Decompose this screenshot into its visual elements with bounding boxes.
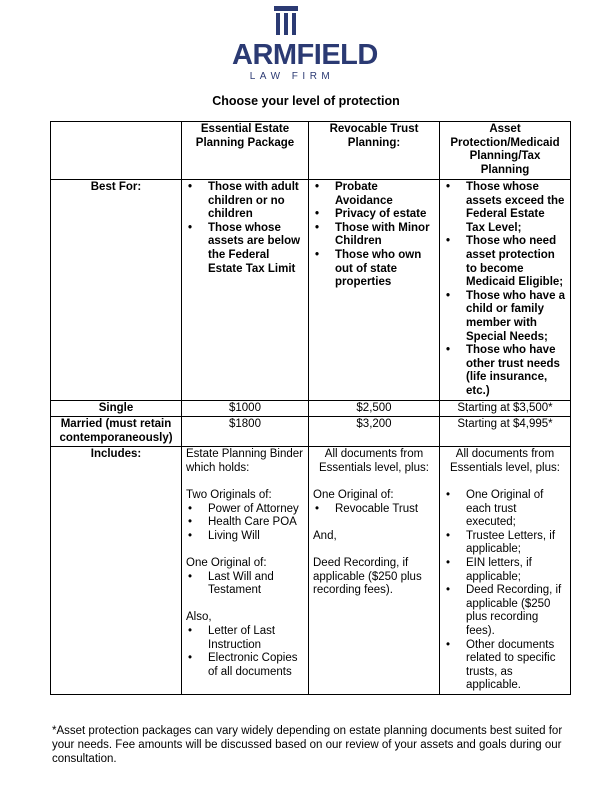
and-text: And, bbox=[313, 529, 337, 542]
includes-essential-list-1 bbox=[186, 503, 304, 544]
married-label: Married (must retain contemporaneously) bbox=[51, 417, 182, 447]
includes-essential-list-3 bbox=[186, 625, 304, 679]
list-item: • Letter of Last Instruction bbox=[186, 625, 304, 652]
spacer bbox=[313, 516, 435, 530]
includes-asset-list bbox=[444, 489, 566, 693]
married-row bbox=[51, 417, 571, 447]
list-item: • Trustee Letters, if applicable; bbox=[444, 530, 566, 557]
includes-essential-intro: Estate Planning Binder which holds: bbox=[186, 448, 303, 474]
list-item: • Those who have other trust needs (life insurance, etc.) bbox=[444, 344, 566, 398]
deed-recording-text: Deed Recording, if applicable ($250 plus recording fees). bbox=[313, 557, 422, 597]
best-for-revocable-list bbox=[313, 181, 435, 290]
includes-row bbox=[51, 447, 571, 695]
list-item: • Living Will bbox=[186, 530, 304, 544]
single-label: Single bbox=[51, 400, 182, 417]
header-empty bbox=[51, 122, 182, 180]
footnote: *Asset protection packages can vary widely depending on estate planning documents best suited for your needs. Fee amounts will be discussed based on our review of your assets and goals during our consultation. bbox=[52, 725, 563, 766]
group-title: One Original of: bbox=[313, 489, 394, 502]
spacer bbox=[186, 475, 304, 489]
spacer bbox=[444, 475, 566, 489]
best-for-revocable bbox=[309, 180, 440, 401]
list-item: • Health Care POA bbox=[186, 516, 304, 530]
header-revocable: Revocable Trust Planning: bbox=[309, 122, 440, 180]
list-item: • Those whose assets exceed the Federal Estate Tax Level; bbox=[444, 181, 566, 235]
best-for-asset bbox=[440, 180, 571, 401]
group-title: One Original of: bbox=[186, 557, 267, 570]
list-item: • One Original of each trust executed; bbox=[444, 489, 566, 530]
married-asset-price: Starting at $4,995* bbox=[440, 417, 571, 447]
header-essential: Essential Estate Planning Package bbox=[182, 122, 309, 180]
list-item: • Those with Minor Children bbox=[313, 222, 435, 249]
includes-label: Includes: bbox=[51, 447, 182, 695]
page-title: Choose your level of protection bbox=[212, 94, 400, 108]
single-asset-price: Starting at $3,500* bbox=[440, 400, 571, 417]
header-asset: Asset Protection/Medicaid Planning/Tax Planning bbox=[440, 122, 571, 180]
includes-revocable bbox=[309, 447, 440, 695]
list-item: • Those who have a child or family member with Special Needs; bbox=[444, 290, 566, 344]
list-item: • Revocable Trust bbox=[313, 503, 435, 517]
spacer bbox=[313, 543, 435, 557]
list-item: • Probate Avoidance bbox=[313, 181, 435, 208]
includes-revocable-list bbox=[313, 503, 435, 517]
includes-asset bbox=[440, 447, 571, 695]
includes-essential-list-2 bbox=[186, 571, 304, 598]
pricing-table bbox=[50, 121, 571, 695]
list-item: • Power of Attorney bbox=[186, 503, 304, 517]
married-essential-price: $1800 bbox=[182, 417, 309, 447]
best-for-essential bbox=[182, 180, 309, 401]
best-for-asset-list bbox=[444, 181, 566, 399]
married-revocable-price: $3,200 bbox=[309, 417, 440, 447]
logo-subtitle: LAW FIRM bbox=[249, 71, 335, 82]
includes-revocable-intro: All documents from Essentials level, plus: bbox=[319, 448, 429, 474]
list-item: • Those whose assets are below the Federal Estate Tax Limit bbox=[186, 222, 304, 276]
list-item: • Those with adult children or no children bbox=[186, 181, 304, 222]
single-essential-price: $1000 bbox=[182, 400, 309, 417]
includes-asset-intro: All documents from Essentials level, plus: bbox=[450, 448, 560, 474]
header-row bbox=[51, 122, 571, 180]
list-item: • Those who need asset protection to become Medicaid Eligible; bbox=[444, 235, 566, 289]
pillars-icon bbox=[274, 6, 298, 40]
single-revocable-price: $2,500 bbox=[309, 400, 440, 417]
spacer bbox=[313, 475, 435, 489]
list-item: • EIN letters, if applicable; bbox=[444, 557, 566, 584]
group-title: Also, bbox=[186, 611, 212, 624]
logo-name: ARMFIELD bbox=[232, 39, 378, 71]
best-for-essential-list bbox=[186, 181, 304, 276]
list-item: • Deed Recording, if applicable ($250 plus recording fees). bbox=[444, 584, 566, 638]
firm-logo bbox=[232, 6, 378, 86]
spacer bbox=[186, 598, 304, 612]
best-for-label: Best For: bbox=[51, 180, 182, 401]
group-title: Two Originals of: bbox=[186, 489, 272, 502]
list-item: • Electronic Copies of all documents bbox=[186, 652, 304, 679]
single-row bbox=[51, 400, 571, 417]
list-item: • Those who own out of state properties bbox=[313, 249, 435, 290]
best-for-row bbox=[51, 180, 571, 401]
list-item: • Other documents related to specific trusts, as applicable. bbox=[444, 639, 566, 693]
list-item: • Last Will and Testament bbox=[186, 571, 304, 598]
includes-essential bbox=[182, 447, 309, 695]
list-item: • Privacy of estate bbox=[313, 208, 435, 222]
spacer bbox=[186, 543, 304, 557]
